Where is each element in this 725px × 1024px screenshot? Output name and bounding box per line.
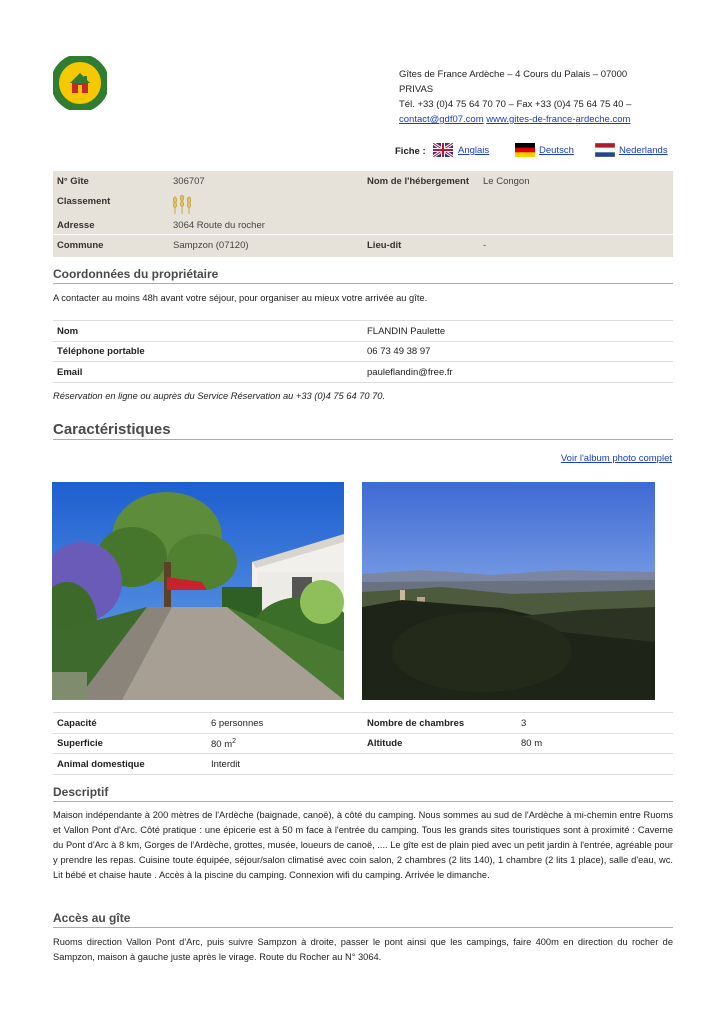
listing-name-value: Le Congon <box>483 176 530 187</box>
surface-label: Superficie <box>57 738 103 749</box>
bedrooms-value: 3 <box>521 718 527 729</box>
characteristics-row <box>53 733 673 754</box>
altitude-value: 80 m <box>521 738 543 749</box>
lang-link-german[interactable]: Deutsch <box>539 145 574 156</box>
capacity-label: Capacité <box>57 718 97 729</box>
pets-label: Animal domestique <box>57 759 145 770</box>
gite-number-label: N° Gîte <box>57 176 89 187</box>
owner-name-value: FLANDIN Paulette <box>367 326 446 337</box>
fiche-label: Fiche : <box>395 146 426 157</box>
commune-label: Commune <box>57 240 104 251</box>
pets-value: Interdit <box>211 759 241 770</box>
garden-photo[interactable] <box>52 482 344 700</box>
gite-info-table <box>53 171 673 257</box>
owner-phone-label: Téléphone portable <box>57 346 145 357</box>
dutch-flag-icon <box>595 143 615 157</box>
surface-exponent: 2 <box>232 738 237 745</box>
agency-address <box>399 67 671 127</box>
owner-row <box>53 320 673 342</box>
surface-value <box>211 738 236 750</box>
characteristics-row <box>53 754 673 775</box>
gites-de-france-logo <box>53 56 107 110</box>
owner-row <box>53 341 673 362</box>
agency-website-link[interactable]: www.gites-de-france-ardeche.com <box>486 114 631 125</box>
address-city: PRIVAS <box>399 84 434 95</box>
address-phone: Tél. +33 (0)4 75 64 70 70 – Fax +33 (0)4 75 64 75 40 – <box>399 99 632 110</box>
address-line: Gîtes de France Ardèche – 4 Cours du Palais – 07000 <box>399 69 628 80</box>
lang-link-english[interactable]: Anglais <box>458 145 490 156</box>
owner-phone-value: 06 73 49 38 97 <box>367 346 431 357</box>
divider <box>53 927 673 928</box>
divider <box>53 283 673 284</box>
lieudit-label: Lieu-dit <box>367 240 402 251</box>
owner-name-label: Nom <box>57 326 79 337</box>
address-label: Adresse <box>57 220 95 231</box>
acces-text: Ruoms direction Vallon Pont d'Arc, puis suivre Sampzon à droite, passer le pont ainsi que les campings, faire 400m en direction du rocher de Sampzon, maison à gauche juste après le virage. Route du Rocher au N° 3064. <box>53 937 673 962</box>
owner-section-title: Coordonnées du propriétaire <box>53 267 219 281</box>
lang-link-dutch[interactable]: Nederlands <box>619 145 668 156</box>
surface-number: 80 m <box>211 739 233 751</box>
owner-row <box>53 362 673 383</box>
characteristics-row <box>53 712 673 734</box>
photo-album-link[interactable]: Voir l'album photo complet <box>560 453 672 464</box>
owner-email-label: Email <box>57 367 83 378</box>
landscape-photo[interactable] <box>362 482 655 700</box>
caracteristiques-title: Caractéristiques <box>53 421 171 438</box>
capacity-value: 6 personnes <box>211 718 264 729</box>
uk-flag-icon <box>433 143 453 157</box>
altitude-label: Altitude <box>367 738 403 749</box>
german-flag-icon <box>515 143 535 157</box>
gite-number-value: 306707 <box>173 176 205 187</box>
address-value: 3064 Route du rocher <box>173 220 265 231</box>
agency-email-link[interactable]: contact@gdf07.com <box>399 114 484 125</box>
classement-label: Classement <box>57 196 111 207</box>
fiche-language-bar <box>395 143 675 161</box>
commune-value: Sampzon (07120) <box>173 240 249 251</box>
lieudit-value: - <box>483 240 487 251</box>
bedrooms-label: Nombre de chambres <box>367 718 465 729</box>
reservation-note: Réservation en ligne ou auprès du Service Réservation au +33 (0)4 75 64 70 70. <box>53 391 386 401</box>
divider <box>53 801 673 802</box>
descriptif-text: Maison indépendante à 200 mètres de l'Ardèche (baignade, canoë), à côté du camping. Nous sommes au sud de l'Ardèche à mi-chemin entre Ruoms et Vallon Pont d'Arc. Côté pratique : une épicerie est à 50 m face à l'entrée du camping. Tous les grands sites touristiques sont à proximité : Caverne du Pont d'Arc à 8 km, Gorges de l'Ardèche, grottes, musée, loueurs de canoë, .... Le gîte est de plain pied avec un petit jardin à l'entrée, agréable pour y prendre les repas. Cuisine toute équipée, séjour/salon climatisé avec coin salon, 2 chambres (2 lits 140), 1 chambre (2 lits 1 place), salle d'eau, wc. Lit bébé et chaise haute . Accès à la piscine du camping. Connexion wifi du camping. Arrivée le dimanche. <box>53 810 673 880</box>
listing-name-label: Nom de l'hébergement <box>367 176 470 187</box>
owner-intro: A contacter au moins 48h avant votre séjour, pour organiser au mieux votre arrivée au gîte. <box>53 293 428 303</box>
wheat-ears-rating-icon <box>171 195 193 218</box>
owner-email-value: pauleflandin@free.fr <box>367 367 453 378</box>
acces-title: Accès au gîte <box>53 911 131 925</box>
divider <box>53 439 673 440</box>
descriptif-title: Descriptif <box>53 785 109 799</box>
